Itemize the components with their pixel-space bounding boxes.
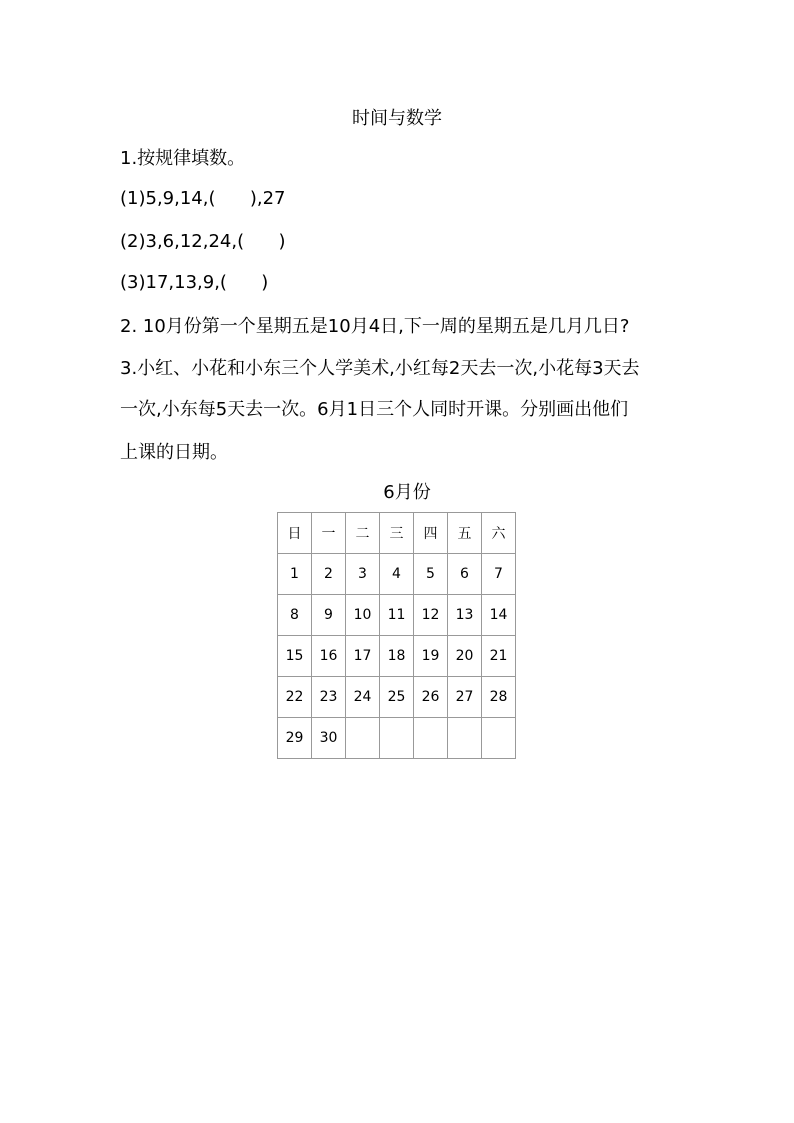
calendar-day-cell: 13 <box>448 595 482 636</box>
calendar-day-cell <box>414 718 448 759</box>
calendar-weekday-cell: 四 <box>414 513 448 554</box>
q1-item-3: (3)17,13,9,( ) <box>120 272 269 293</box>
calendar-day-cell: 7 <box>482 554 516 595</box>
calendar-weekday-cell: 一 <box>312 513 346 554</box>
calendar-day-cell: 16 <box>312 636 346 677</box>
calendar-day-cell: 30 <box>312 718 346 759</box>
calendar-day-cell: 27 <box>448 677 482 718</box>
calendar-day-cell: 1 <box>278 554 312 595</box>
calendar-day-cell: 22 <box>278 677 312 718</box>
calendar-day-cell: 3 <box>346 554 380 595</box>
calendar-day-cell: 25 <box>380 677 414 718</box>
calendar-week-row <box>278 677 516 718</box>
calendar-week-row <box>278 595 516 636</box>
calendar-weekday-cell: 日 <box>278 513 312 554</box>
calendar-day-cell: 24 <box>346 677 380 718</box>
q1-item-2: (2)3,6,12,24,( ) <box>120 231 286 252</box>
calendar-day-cell <box>380 718 414 759</box>
calendar-weekday-cell: 三 <box>380 513 414 554</box>
q1-stem: 1.按规律填数。 <box>120 148 246 169</box>
calendar-day-cell: 20 <box>448 636 482 677</box>
calendar-day-cell <box>482 718 516 759</box>
page-title: 时间与数学 <box>352 108 442 129</box>
calendar-day-cell: 11 <box>380 595 414 636</box>
calendar-day-cell: 9 <box>312 595 346 636</box>
calendar-day-cell: 12 <box>414 595 448 636</box>
calendar-day-cell <box>346 718 380 759</box>
calendar-weekday-cell: 六 <box>482 513 516 554</box>
calendar-weekday-cell: 二 <box>346 513 380 554</box>
calendar-title: 6月份 <box>383 482 431 503</box>
q3-line-2: 一次,小东每5天去一次。6月1日三个人同时开课。分别画出他们 <box>120 399 629 420</box>
calendar-day-cell: 15 <box>278 636 312 677</box>
calendar-day-cell: 6 <box>448 554 482 595</box>
q3-line-3: 上课的日期。 <box>120 442 228 463</box>
q2-text: 2. 10月份第一个星期五是10月4日,下一周的星期五是几月几日? <box>120 316 630 337</box>
calendar-day-cell: 28 <box>482 677 516 718</box>
calendar-day-cell: 19 <box>414 636 448 677</box>
calendar-day-cell: 10 <box>346 595 380 636</box>
calendar-day-cell: 23 <box>312 677 346 718</box>
calendar-day-cell: 8 <box>278 595 312 636</box>
calendar-header-row <box>278 513 516 554</box>
q1-item-1: (1)5,9,14,( ),27 <box>120 188 286 209</box>
calendar-day-cell: 29 <box>278 718 312 759</box>
calendar-week-row <box>278 554 516 595</box>
calendar-day-cell: 2 <box>312 554 346 595</box>
calendar-weekday-cell: 五 <box>448 513 482 554</box>
calendar-day-cell: 17 <box>346 636 380 677</box>
calendar-day-cell: 5 <box>414 554 448 595</box>
calendar-day-cell <box>448 718 482 759</box>
calendar-week-row <box>278 636 516 677</box>
calendar-day-cell: 21 <box>482 636 516 677</box>
calendar-week-row <box>278 718 516 759</box>
calendar-day-cell: 26 <box>414 677 448 718</box>
calendar-day-cell: 4 <box>380 554 414 595</box>
calendar-day-cell: 14 <box>482 595 516 636</box>
q3-line-1: 3.小红、小花和小东三个人学美术,小红每2天去一次,小花每3天去 <box>120 358 640 379</box>
calendar-day-cell: 18 <box>380 636 414 677</box>
calendar-table <box>277 512 516 759</box>
